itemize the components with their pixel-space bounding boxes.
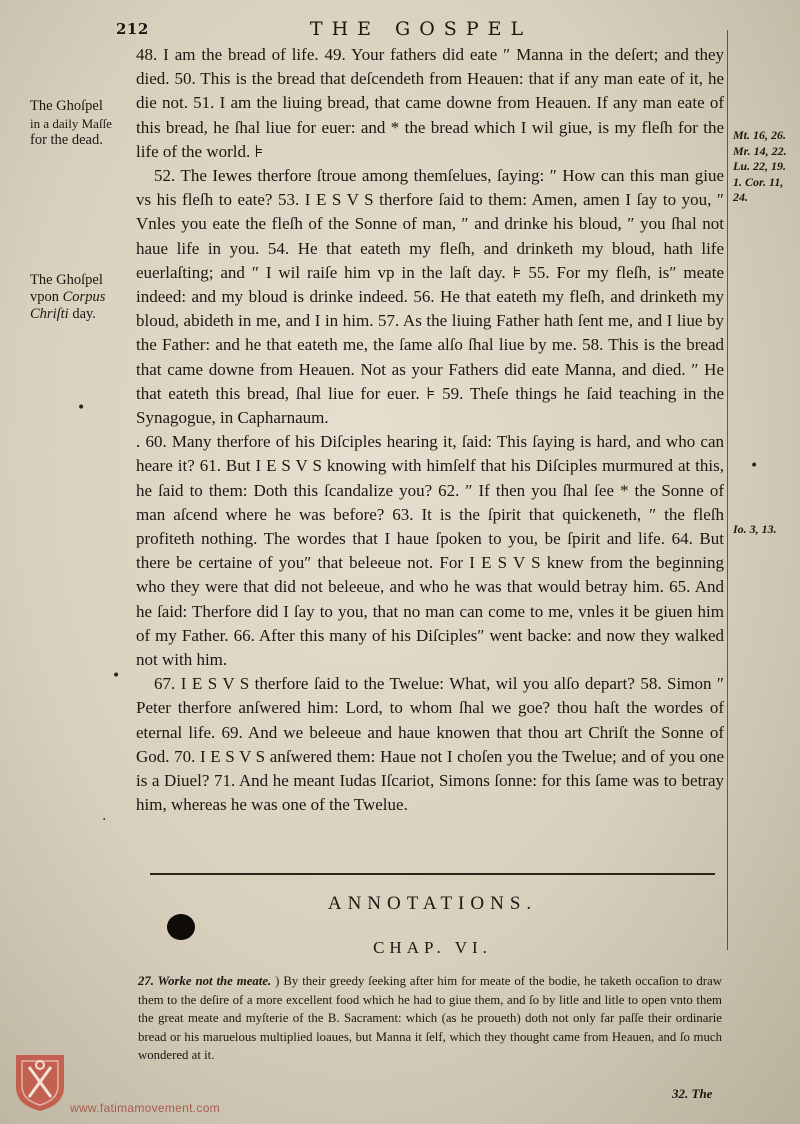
right-column-rule	[727, 30, 728, 950]
verse-paragraph: 52. The Iewes therfore ſtroue among themſelues, ſaying: ″ How can this man giue vs his fleſh to eate? 53. I E S V S therfore ſaid to them: Amen, amen I ſay to you, ″ Vnles you eate the fleſh of the Sonne of man, ″ and drinke his bloud, ″ you ſhal not haue life in you. 54. He that eateth my fleſh, and drinketh my bloud, hath life euerlaſting; and ″ I wil raiſe him vp in the laſt day. ⊧ 55. For my fleſh, is″ meate indeed: and my bloud is drinke indeed. 56. He that eateth my fleſh, and drinketh my bloud, abideth in me, and I in him. 57. As the liuing Father hath ſent me, and I liue by the Father: and he that eateth me, the ſame alſo ſhal liue by me. 58. This is the bread that came downe from Heauen. Not as your Fathers did eate Manna, and died. ″ He that eateth this bread, ſhal liue for euer. ⊧ 59. Theſe things he ſaid teaching in the Synagogue, in Capharnaum.	[136, 166, 724, 428]
margin-mark: •	[77, 400, 86, 416]
margin-note-mass-for-dead: The Ghoſpel in a daily Maſſe for the dead.	[30, 98, 112, 148]
page-number: 212	[116, 20, 149, 38]
section-divider	[150, 873, 715, 875]
ink-blot	[167, 914, 195, 940]
margin-mark: •	[750, 458, 759, 474]
margin-mark: •	[112, 668, 121, 684]
margin-mark: .	[102, 808, 107, 824]
catchword: 32. The	[672, 1086, 713, 1101]
verse-paragraph: 67. I E S V S therfore ſaid to the Twelue: What, wil you alſo depart? 58. Simon ″ Peter therfore anſwered him: Lord, to whom ſhal we goe? thou haſt the wordes of eternal life. 69. And we beleeue and haue knowen that thou art Chriſt the Sonne of God. 70. I E S V S anſwered them: Haue not I choſen you the Twelue; and of you one is a Diuel? 71. And he meant Iudas Iſcariot, Simons ſonne: for this ſame was to betray him, whereas he was one of the Twelue.	[136, 674, 724, 815]
annotations-heading: ANNOTATIONS.	[327, 893, 538, 914]
page-header	[116, 18, 726, 40]
margin-note-corpus-christi: The Ghoſpel vpon Corpus Chriſti day.	[30, 272, 106, 322]
annotation-lemma: 27. Worke not the meate.	[138, 974, 272, 988]
verse-paragraph: . 60. Many therfore of his Diſciples hearing it, ſaid: This ſaying is hard, and who can heare it? 61. But I E S V S knowing with himſelf that his Diſciples murmured at this, he ſaid to them: Doth this ſcandalize you? 62. ″ If then you ſhal ſee * the Sonne of man aſcend where he was before? 63. It is the ſpirit that quickeneth, ″ the fleſh profiteth nothing. The wordes that I haue ſpoken to you, be ſpirit and life. 64. But there be certaine of you″ that beleeue not. For I E S V S knew from the beginning who they were that did not beleeue, and who he was that would betray him. 65. And he ſaid: Therfore did I ſay to you, that no man can come to me, vnles it be giuen him of my Father. 66. After this many of his Diſciples″ went backe: and now they walked not with him.	[136, 432, 724, 670]
watermark-link[interactable]: www.fatimamovement.com	[70, 1101, 220, 1115]
papal-keys-emblem-icon	[14, 1053, 66, 1113]
running-title: THE GOSPEL	[309, 18, 533, 40]
verse-paragraph: 48. I am the bread of life. 49. Your fathers did eate ″ Manna in the deſert; and they died. 50. This is the bread that deſcendeth from Heauen: that if any man eate of it, he die not. 51. I am the liuing bread, that came downe from Heauen. If any man eate of this bread, he ſhal liue for euer: and * the bread which I wil giue, is my fleſh for the life of the world. ⊧	[136, 45, 724, 161]
annotation-body: ) By their greedy ſeeking after him for meate of the bodie, he taketh occaſion to draw them to the deſire of a more excellent food which he had to giue them, and ſo by litle and litle to open vnto them the great meate and myſterie of the B. Sacrament: which (as he proueth) doth not only far paſſe their ordinarie bread or his maruelous multiplied loaues, but Manna it ſelf, which they thought came from Heauen, and ſo much wondered at it.	[138, 974, 722, 1063]
chapter-heading: CHAP. VI.	[373, 938, 492, 957]
gospel-text	[136, 43, 724, 818]
side-reference-matthew: Mt. 16, 26. Mr. 14, 22. Lu. 22, 19. 1. Cor. 11, 24.	[733, 128, 787, 205]
side-reference-john: Io. 3, 13.	[733, 522, 777, 536]
annotation-text	[138, 972, 722, 1065]
